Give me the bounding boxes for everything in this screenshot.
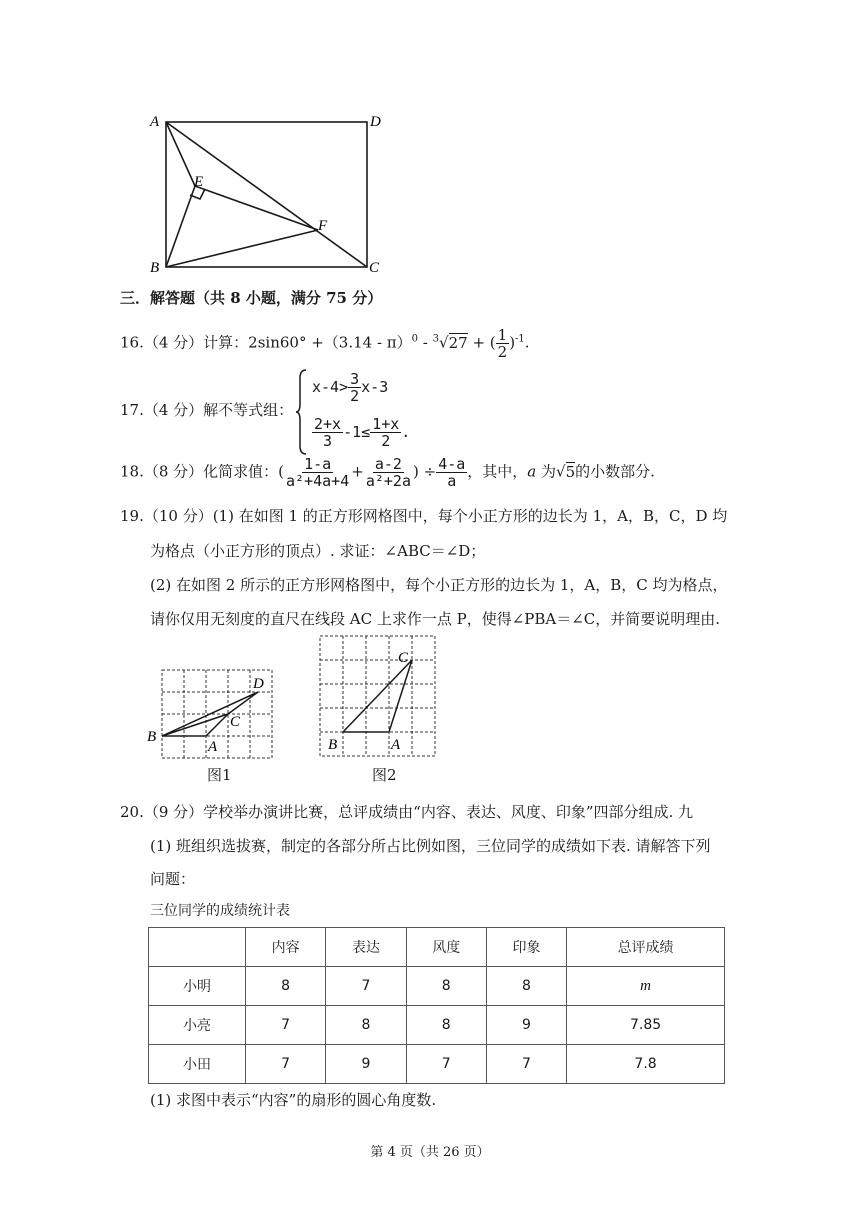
fig1-label-c: C [230,714,241,730]
q17-line1 [312,371,388,404]
brace-icon [296,368,308,456]
q16-exp-neg1: -1 [515,333,525,345]
rectangle-figure [140,108,400,283]
table-cell: 7.85 [567,1006,725,1045]
q18-frac2 [364,456,413,489]
q17-l2-mid: -1 [343,423,362,441]
q19-line4: 请你仅用无刻度的直尺在线段 AC 上求作一点 P，使得∠PBA＝∠C，并简要说明理由. [150,610,721,628]
page-footer: 第 4 页（共 26 页） [370,1145,490,1160]
table-cell: 7.8 [567,1045,725,1084]
table-header-cell: 总评成绩 [567,928,725,967]
table-cell: 7 [326,967,406,1006]
fig1-label-a: A [208,739,218,755]
q18-tail-c: 的小数部分. [575,462,655,481]
fig2-label-b: B [328,737,338,753]
score-table [148,927,725,1084]
table-cell: 小亮 [149,1006,246,1045]
q17-l2-frac1 [312,416,343,449]
fig1-caption: 图1 [207,766,232,784]
table-cell: 7 [246,1006,326,1045]
q17-l1-frac [348,371,361,404]
q18-f2-num: a-2 [374,455,402,473]
q18-f1-den: a²+4a+4 [286,472,350,490]
fig1-label-d: D [253,676,264,692]
q17-l1-frac-num: 3 [350,370,360,388]
q18-f3-num: 4-a [438,455,466,473]
table-cell: 7 [486,1045,566,1084]
label-c: C [369,260,380,276]
q18-tail-b: 为 [536,462,557,481]
fig2-caption: 图2 [372,766,397,784]
q20-line1: 20.（9 分）学校举办演讲比赛，总评成绩由“内容、表达、风度、印象”四部分组成. 九 [120,803,694,821]
table-cell: 7 [406,1045,486,1084]
q17-l1-frac-den: 2 [350,387,360,405]
q16-half-den: 2 [497,343,508,361]
q18-tail-a: ，其中， [467,462,528,481]
table-cell: 9 [486,1006,566,1045]
q19-line2: 为格点（小正方形的顶点）. 求证：∠ABC＝∠D； [150,542,486,560]
table-header-cell: 内容 [246,928,326,967]
table-cell: 8 [486,967,566,1006]
sqrt-icon: √ [556,462,566,481]
table-cell: 8 [406,967,486,1006]
table-title: 三位同学的成绩统计表 [150,903,290,919]
q20-line3: 问题： [150,870,196,888]
q17-l2-frac2-den: 2 [381,432,391,450]
q19-line1: 19.（10 分）(1) 在如图 1 的正方形网格图中，每个小正方形的边长为 1，A，B，C，D 均 [120,507,728,525]
q18-f2-den: a²+2a [365,472,411,490]
table-row [149,1045,725,1084]
fig2-label-a: A [391,737,401,753]
q16-plus: + ( [467,333,496,352]
q16-half-num: 1 [497,326,508,344]
q17-l2-frac1-den: 3 [323,432,333,450]
table-header-cell: 风度 [406,928,486,967]
q18-f1-num: 1-a [304,455,332,473]
q17-prefix: 17.（4 分）解不等式组： [120,401,294,419]
table-cell: m [567,967,725,1006]
section-title: 三．解答题（共 8 小题，满分 75 分） [120,289,383,307]
q17-l2-frac2 [370,416,401,449]
q16-radicand: 27 [448,333,468,352]
table-row [149,967,725,1006]
q18-var: a [527,462,537,481]
fig1-label-b: B [147,729,157,745]
grid-figure-2 [318,632,443,767]
label-d: D [370,114,381,130]
q18-div: ) ÷ [412,462,437,481]
table-header-row [149,928,725,967]
q16-exp0: 0 [411,333,419,345]
q20-line2: (1) 班组织选拔赛，制定的各部分所占比例如图，三位同学的成绩如下表. 请解答下列 [150,837,711,855]
table-cell: 9 [326,1045,406,1084]
q16-end: . [524,333,530,352]
q16-root-index: 3 [432,333,440,345]
question-16 [120,327,530,360]
q18-frac3 [436,456,467,489]
label-e: E [194,174,204,190]
q20-sub1: (1) 求图中表示“内容”的扇形的圆心角度数. [150,1091,437,1109]
sqrt-icon: √ [439,333,449,352]
label-b: B [150,260,160,276]
q17-l1-left: x-4 [312,378,340,396]
table-header-cell: 表达 [326,928,406,967]
q18-frac1 [284,456,351,489]
label-f: F [318,218,328,234]
q17-l2-frac2-num: 1+x [372,415,400,433]
q17-l2-op: ≤ [361,423,371,441]
table-cell: 7 [246,1045,326,1084]
q17-l1-right: x-3 [361,378,389,396]
table-cell: 8 [406,1006,486,1045]
q17-l1-op: > [339,378,349,396]
q16-minus: - [418,333,433,352]
question-18 [120,456,655,489]
q17-line2 [312,416,410,449]
table-cell: 小田 [149,1045,246,1084]
table-cell: 8 [326,1006,406,1045]
q18-prefix: 18.（8 分）化简求值：( [120,462,285,481]
table-cell: 8 [246,967,326,1006]
fig2-label-c: C [398,650,409,666]
q17-l2-frac1-num: 2+x [314,415,342,433]
table-row [149,1006,725,1045]
label-a: A [150,114,160,130]
q17-end: . [401,423,411,441]
table-header-cell: 印象 [486,928,566,967]
table-header-cell [149,928,246,967]
q19-line3: (2) 在如图 2 所示的正方形网格图中，每个小正方形的边长为 1，A，B，C 均为格点， [150,576,728,594]
q16-prefix: 16.（4 分）计算：2sin60° +（3.14 - π） [120,333,412,352]
q16-close: ) [509,333,516,352]
q16-half [496,327,510,360]
q18-f3-den: a [447,472,457,490]
table-cell: 小明 [149,967,246,1006]
q18-sqrt-arg: 5 [565,462,576,481]
q18-plus: + [351,462,364,481]
